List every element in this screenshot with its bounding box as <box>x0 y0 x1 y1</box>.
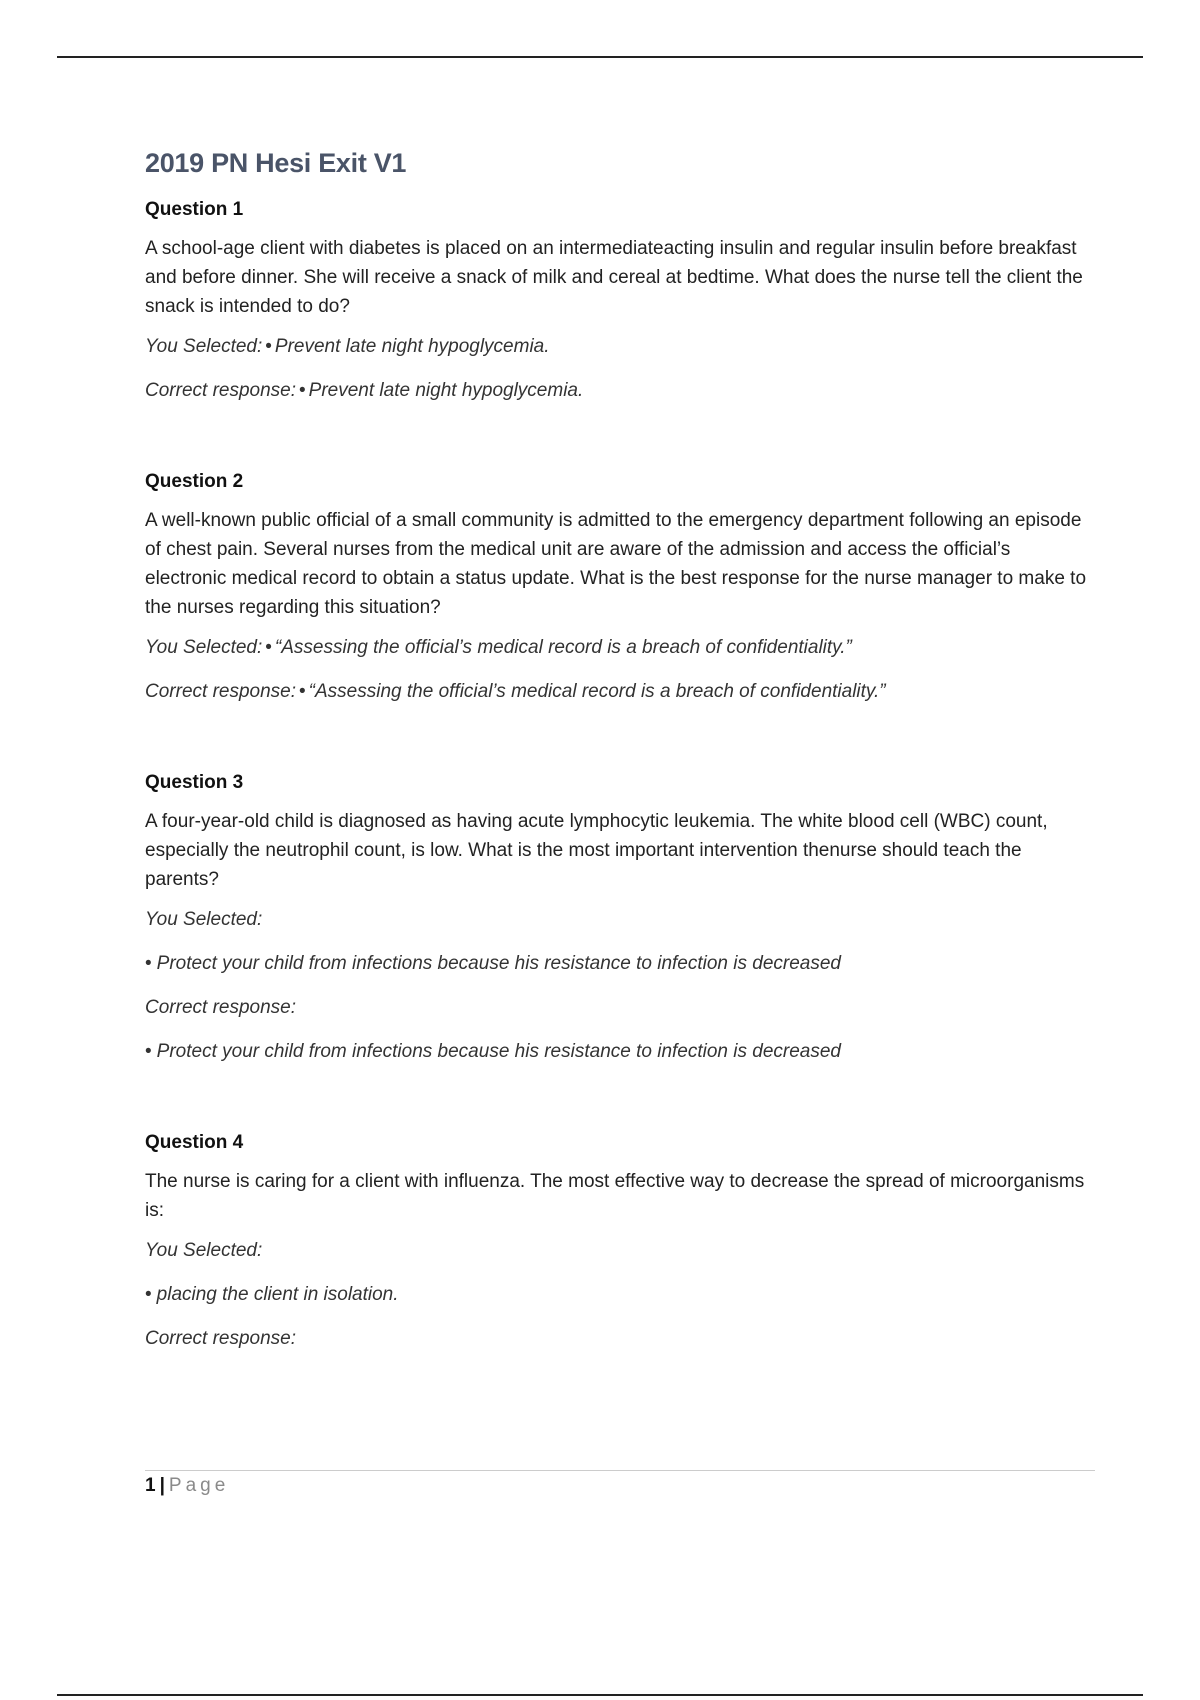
spacer <box>145 423 1095 471</box>
question-text: A well-known public official of a small community is admitted to the emergency department following an episode of chest pain. Several nurses from the medical unit are aware of the admission and access the official’s electronic medical record to obtain a status update. What is the best response for the nurse manager to make to the nurses regarding this situation? <box>145 510 1087 618</box>
page-label: Page <box>168 1475 230 1496</box>
bullet-icon: • <box>145 1284 152 1305</box>
bullet-icon: • <box>265 336 272 357</box>
question-text: A school-age client with diabetes is placed on an intermediateacting insulin and regular insulin before breakfast and before dinner. She will receive a snack of milk and cereal at bedtime. What does the nurse tell the client the snack is intended to do? <box>145 238 1083 317</box>
bullet-icon: • <box>145 953 152 974</box>
you-selected-label: You Selected: <box>145 909 263 930</box>
selected-answer <box>145 335 1095 359</box>
correct-answer-text: “Assessing the official’s medical record is a breach of confidentiality.” <box>308 681 886 702</box>
header-rule <box>57 56 1143 58</box>
selected-answer-text: “Assessing the official’s medical record is a breach of confidentiality.” <box>274 637 852 658</box>
correct-answer <box>145 680 1095 704</box>
question-heading: Question 4 <box>145 1132 244 1153</box>
correct-answer-text: Prevent late night hypoglycemia. <box>308 380 584 401</box>
you-selected-label: You Selected: <box>145 1240 263 1261</box>
bullet-icon: • <box>145 1041 152 1062</box>
spacer <box>145 724 1095 772</box>
you-selected-label: You Selected: <box>145 637 263 658</box>
correct-response-label: Correct response: <box>145 1328 297 1349</box>
selected-answer-text: Prevent late night hypoglycemia. <box>274 336 550 357</box>
selected-answer <box>145 952 1095 976</box>
selected-answer-text: placing the client in isolation. <box>156 1284 399 1305</box>
question-text: A four-year-old child is diagnosed as having acute lymphocytic leukemia. The white blood cell (WBC) count, especially the neutrophil count, is low. What is the most important intervention thenurse should teach the parents? <box>145 811 1048 890</box>
question-text: The nurse is caring for a client with influenza. The most effective way to decrease the spread of microorganisms is: <box>145 1171 1085 1221</box>
document-title: 2019 PN Hesi Exit V1 <box>145 148 407 178</box>
selected-answer-text: Protect your child from infections because his resistance to infection is decreased <box>156 953 841 974</box>
question-heading: Question 2 <box>145 471 244 492</box>
correct-answer <box>145 379 1095 403</box>
correct-answer <box>145 1040 1095 1064</box>
correct-response-label: Correct response: <box>145 681 297 702</box>
document-body <box>145 148 1095 1371</box>
correct-response-label: Correct response: <box>145 997 297 1018</box>
you-selected-label: You Selected: <box>145 336 263 357</box>
selected-answer <box>145 636 1095 660</box>
page-number: 1 <box>145 1475 156 1496</box>
correct-answer-text: Protect your child from infections because his resistance to infection is decreased <box>156 1041 841 1062</box>
question-3 <box>145 772 1095 1064</box>
bullet-icon: • <box>299 380 306 401</box>
question-2 <box>145 471 1095 704</box>
bullet-icon: • <box>265 637 272 658</box>
question-1 <box>145 199 1095 403</box>
correct-response-label: Correct response: <box>145 380 297 401</box>
footer-separator: | <box>159 1475 165 1496</box>
question-4 <box>145 1132 1095 1351</box>
spacer <box>145 1084 1095 1132</box>
question-heading: Question 3 <box>145 772 244 793</box>
bullet-icon: • <box>299 681 306 702</box>
page-footer <box>145 1470 1095 1497</box>
selected-answer <box>145 1283 1095 1307</box>
question-heading: Question 1 <box>145 199 244 220</box>
footer-rule <box>57 1694 1143 1696</box>
